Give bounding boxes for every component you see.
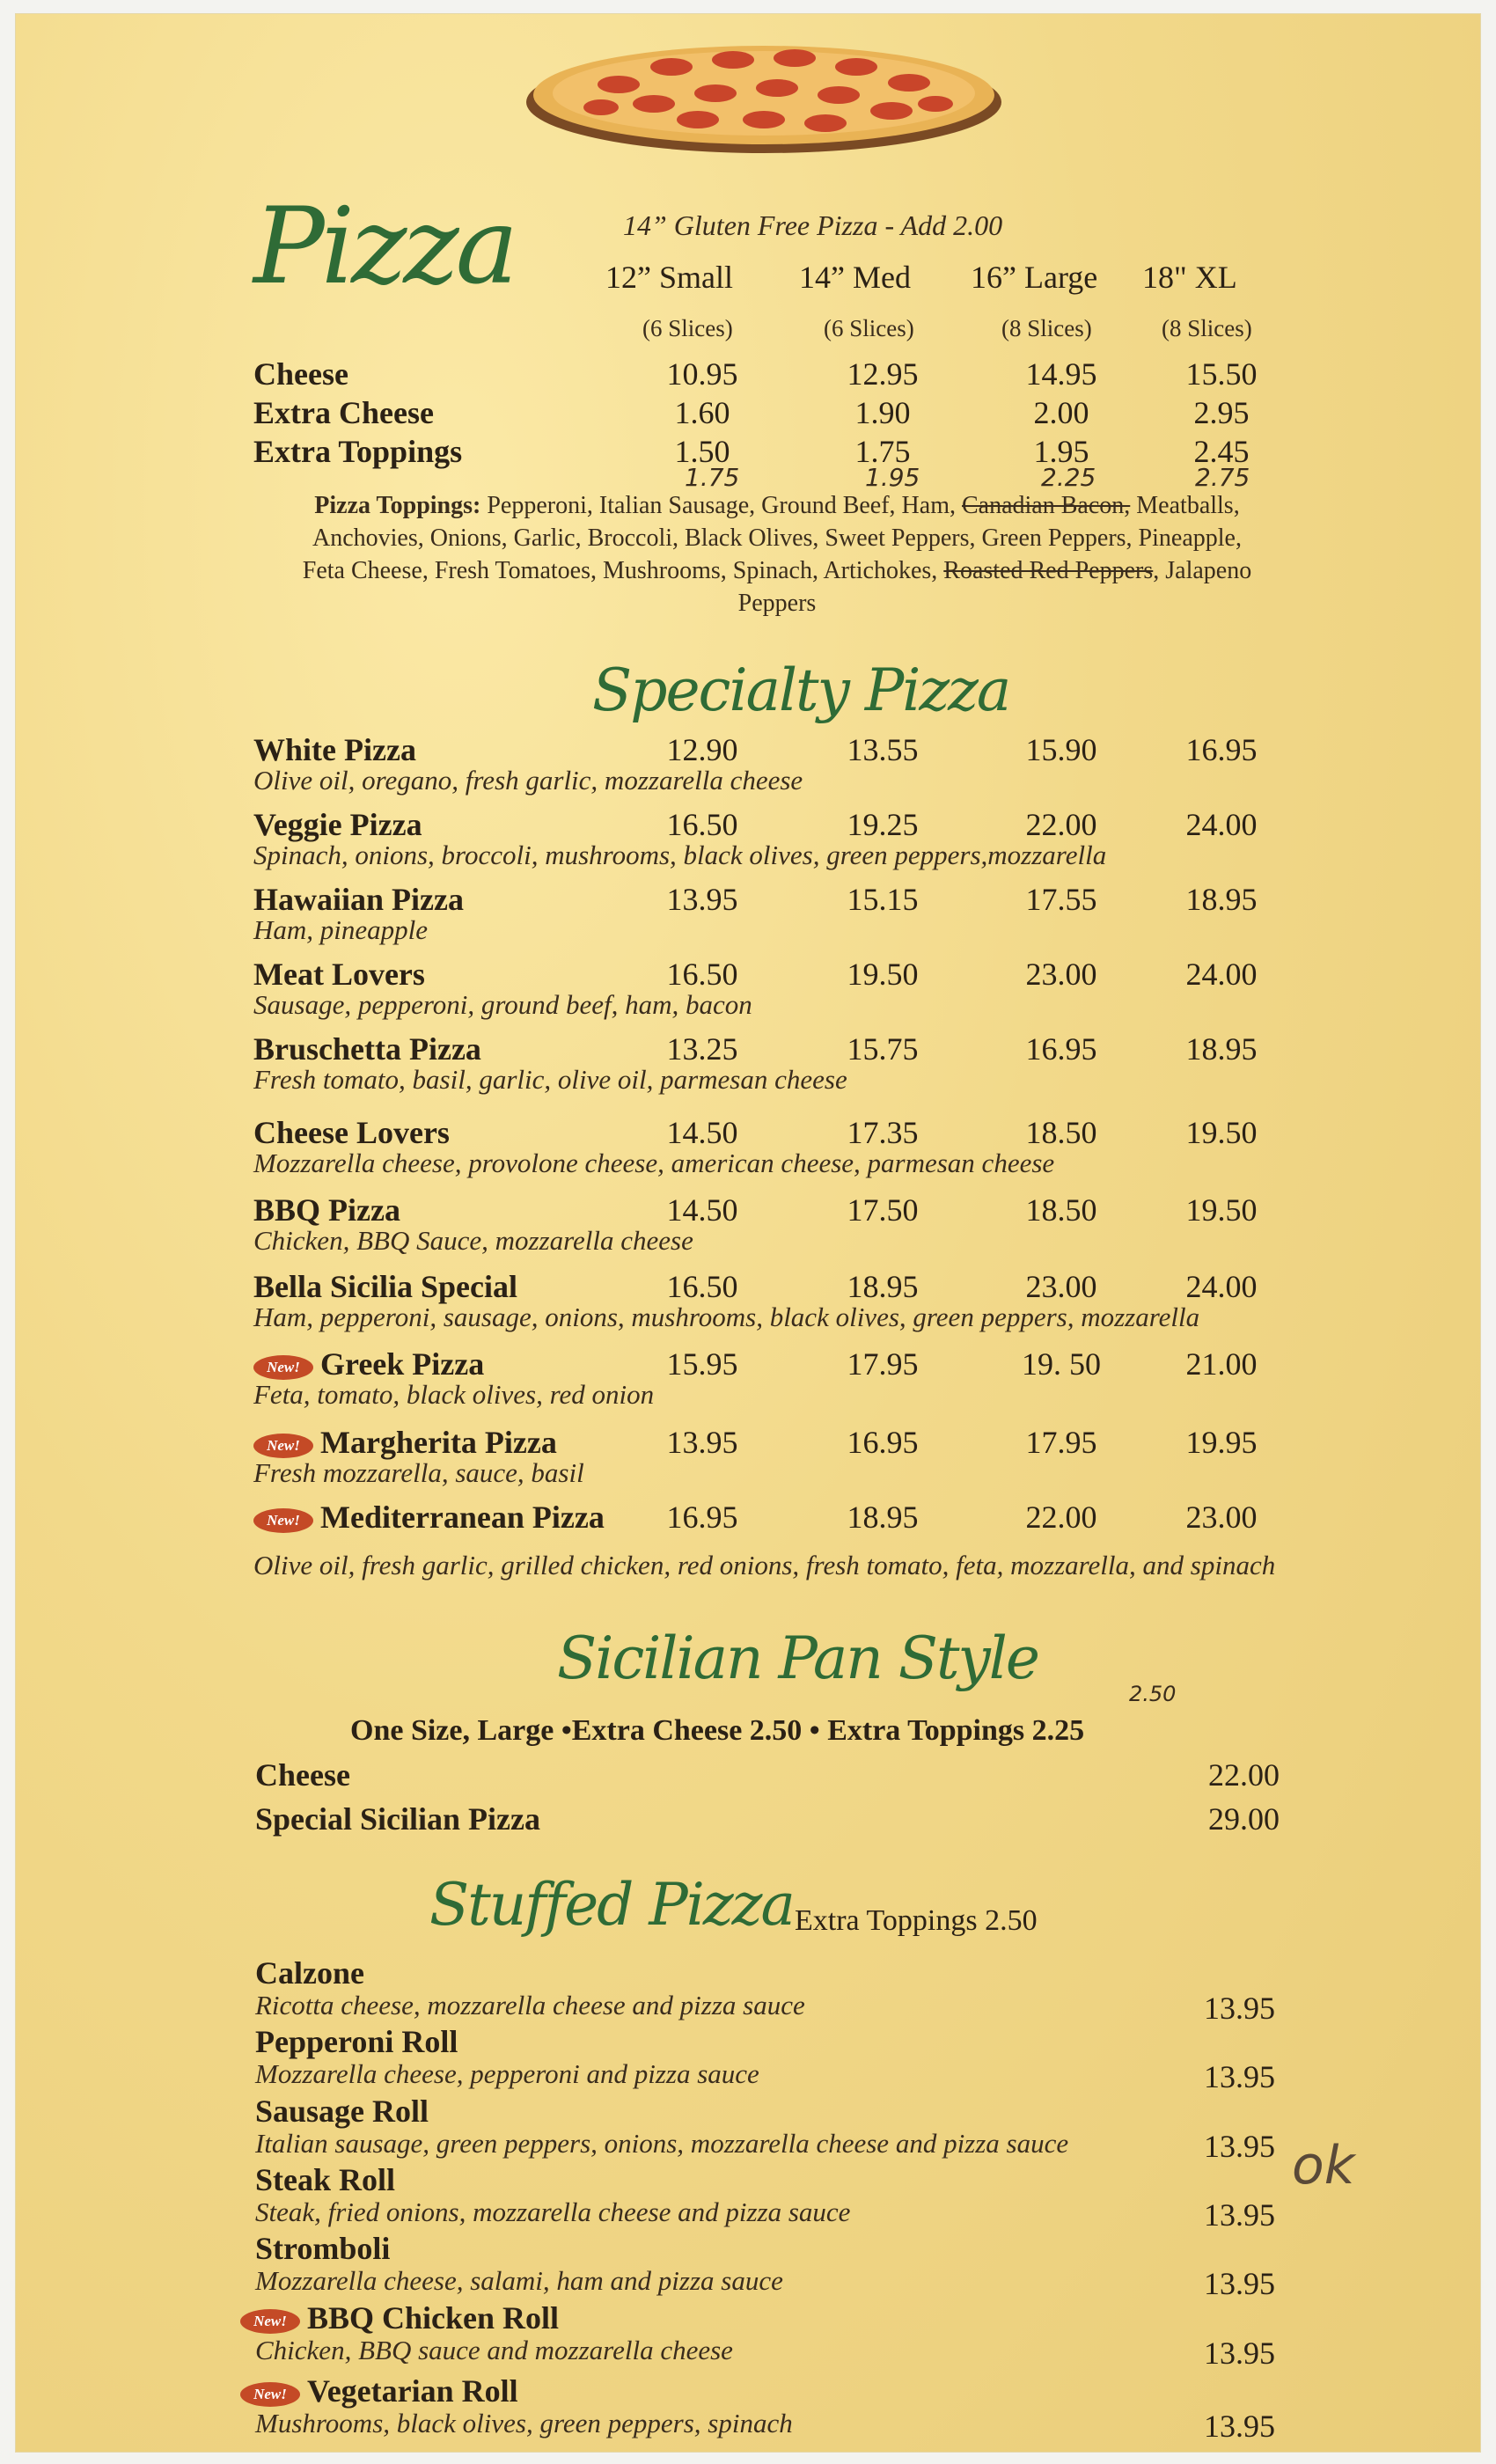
specialty-item-price: 24.00 [1185,1269,1258,1304]
specialty-section-title: Specialty Pizza [592,656,1010,724]
new-badge: New! [240,2382,300,2407]
specialty-item-price: 15.15 [847,882,919,917]
sicilian-item-price: 22.00 [1208,1757,1280,1793]
specialty-item-label: Bella Sicilia Special [253,1269,518,1304]
size-header-xl: 18" XL [1142,260,1237,295]
specialty-item-price: 18.50 [1025,1115,1097,1150]
specialty-item-price: 24.00 [1185,957,1258,992]
specialty-item-price: 19.25 [847,807,919,842]
stuffed-item-name [255,1954,364,1991]
specialty-item-desc: Ham, pineapple [253,914,429,945]
stuffed-item-name [240,2372,518,2409]
slices-med: (6 Slices) [824,315,914,341]
specialty-item-price: 12.90 [666,732,738,767]
specialty-item-price: 18.95 [847,1269,919,1304]
stuffed-item-desc: Italian sausage, green peppers, onions, mozzarella cheese and pizza sauce [255,2128,1069,2159]
gluten-free-note: 14” Gluten Free Pizza - Add 2.00 [623,209,1003,241]
stuffed-item-label: Steak Roll [255,2162,396,2197]
price-extra-cheese-med: 1.90 [854,395,911,430]
specialty-item-price: 18.50 [1025,1192,1097,1228]
stuffed-item-label: Pepperoni Roll [255,2024,458,2059]
specialty-item-price: 16.95 [1185,732,1258,767]
pizza-illustration [522,32,1006,155]
new-badge: New! [253,1355,313,1380]
specialty-item-label: Greek Pizza [320,1346,485,1382]
specialty-item-name [253,731,416,768]
sicilian-subtitle: One Size, Large •Extra Cheese 2.50 • Extra Toppings 2.25 [350,1714,1085,1747]
stuffed-item-desc: Ricotta cheese, mozzarella cheese and pizza sauce [255,1990,805,2020]
toppings-text-3: , Jalapeno Peppers [737,557,1252,617]
specialty-item-name [253,1030,481,1067]
specialty-item-price: 15.90 [1025,732,1097,767]
specialty-item-label: White Pizza [253,732,416,767]
specialty-item-price: 16.50 [666,807,738,842]
stuffed-item-label: BBQ Chicken Roll [307,2300,560,2336]
specialty-item-price: 17.95 [847,1346,919,1382]
stuffed-item-label: Stromboli [255,2231,391,2266]
price-cheese-small: 10.95 [666,356,738,392]
specialty-item-desc: Ham, pepperoni, sausage, onions, mushrooms, black olives, green peppers, mozzarella [253,1302,1200,1332]
stuffed-item-price: 13.95 [1204,1991,1275,2026]
specialty-item-price: 16.95 [1025,1031,1097,1067]
price-extra-toppings-large: 1.95 [1033,434,1089,469]
size-header-med: 14” Med [799,260,911,295]
specialty-item-label: Bruschetta Pizza [253,1031,481,1067]
specialty-item-price: 16.50 [666,1269,738,1304]
price-extra-cheese-xl: 2.95 [1193,395,1250,430]
specialty-item-price: 14.50 [666,1115,738,1150]
stuffed-item-desc: Mozzarella cheese, pepperoni and pizza sauce [255,2058,759,2089]
specialty-item-price: 22.00 [1025,807,1097,842]
specialty-item-price: 23.00 [1025,957,1097,992]
specialty-item-price: 17.95 [1025,1425,1097,1460]
price-cheese-xl: 15.50 [1185,356,1258,392]
stuffed-item-price: 13.95 [1204,2409,1275,2444]
specialty-item-label: Cheese Lovers [253,1115,450,1150]
specialty-item-desc: Olive oil, oregano, fresh garlic, mozzarella cheese [253,765,803,796]
stuffed-item-label: Calzone [255,1955,364,1991]
new-badge: New! [253,1434,313,1458]
stuffed-item-desc: Steak, fried onions, mozzarella cheese and pizza sauce [255,2196,851,2227]
menu-page [16,14,1480,2452]
specialty-item-name [253,956,425,993]
specialty-item-price: 19.50 [1185,1115,1258,1150]
row-extra-cheese-label: Extra Cheese [253,395,434,430]
stuffed-item-price: 13.95 [1204,2129,1275,2164]
specialty-item-price: 16.95 [666,1500,738,1535]
stuffed-item-desc: Chicken, BBQ sauce and mozzarella cheese [255,2335,733,2365]
stuffed-item-name [255,2023,458,2060]
specialty-item-price: 18.95 [847,1500,919,1535]
specialty-item-label: Mediterranean Pizza [320,1500,605,1535]
price-cheese-med: 12.95 [847,356,919,392]
specialty-item-desc: Fresh tomato, basil, garlic, olive oil, parmesan cheese [253,1064,847,1095]
specialty-item-price: 19.50 [847,957,919,992]
new-badge: New! [253,1508,313,1533]
specialty-item-desc: Olive oil, fresh garlic, grilled chicken, red onions, fresh tomato, feta, mozzarella, and spinach [253,1550,1276,1580]
specialty-item-desc: Fresh mozzarella, sauce, basil [253,1457,584,1488]
specialty-item-desc: Sausage, pepperoni, ground beef, ham, bacon [253,989,752,1020]
specialty-item-price: 18.95 [1185,882,1258,917]
specialty-item-price: 19. 50 [1022,1346,1101,1382]
sicilian-item-name: Special Sicilian Pizza [255,1801,540,1837]
stuffed-item-name [255,2230,390,2267]
specialty-item-desc: Feta, tomato, black olives, red onion [253,1379,655,1410]
price-extra-cheese-small: 1.60 [674,395,730,430]
specialty-item-price: 17.55 [1025,882,1097,917]
slices-xl: (8 Slices) [1162,315,1252,341]
stuffed-item-desc: Mushrooms, black olives, green peppers, spinach [255,2408,793,2438]
specialty-item-price: 15.95 [666,1346,738,1382]
stuffed-item-name [240,2299,559,2336]
stuffed-item-name [255,2161,395,2198]
toppings-list [297,489,1257,620]
stuffed-item-price: 13.95 [1204,2197,1275,2233]
size-header-large: 16” Large [971,260,1098,295]
stuffed-item-name [255,2093,429,2130]
specialty-item-label: Margherita Pizza [320,1425,557,1460]
specialty-item-desc: Chicken, BBQ Sauce, mozzarella cheese [253,1225,693,1256]
specialty-item-price: 19.50 [1185,1192,1258,1228]
specialty-item-price: 23.00 [1025,1269,1097,1304]
specialty-item-price: 13.95 [666,882,738,917]
sicilian-item-name: Cheese [255,1757,350,1793]
handwritten-topping-small: 1.75 [685,463,740,492]
specialty-item-name [253,1424,557,1461]
slices-large: (8 Slices) [1001,315,1092,341]
specialty-item-desc: Spinach, onions, broccoli, mushrooms, black olives, green peppers,mozzarella [253,840,1107,870]
price-extra-toppings-xl: 2.45 [1193,434,1250,469]
specialty-item-price: 16.50 [666,957,738,992]
specialty-item-name [253,806,422,843]
toppings-struck-2: Roasted Red Peppers [943,557,1154,584]
specialty-item-desc: Mozzarella cheese, provolone cheese, american cheese, parmesan cheese [253,1148,1055,1178]
handwritten-topping-large: 2.25 [1041,463,1096,492]
size-header-small: 12” Small [605,260,733,295]
specialty-item-price: 13.25 [666,1031,738,1067]
specialty-item-price: 13.55 [847,732,919,767]
stuffed-section-title: Stuffed Pizza [429,1871,794,1939]
stuffed-item-desc: Mozzarella cheese, salami, ham and pizza sauce [255,2265,783,2296]
specialty-item-price: 17.50 [847,1192,919,1228]
specialty-item-price: 17.35 [847,1115,919,1150]
stuffed-item-price: 13.95 [1204,2336,1275,2371]
specialty-item-name [253,1192,400,1228]
handwritten-topping-xl: 2.75 [1195,463,1250,492]
handwritten-ok-note: ok [1292,2135,1355,2196]
specialty-item-price: 24.00 [1185,807,1258,842]
handwritten-topping-med: 1.95 [865,463,920,492]
stuffed-item-price: 13.95 [1204,2059,1275,2094]
specialty-item-label: Veggie Pizza [253,807,422,842]
toppings-label: Pizza Toppings: [314,492,481,519]
sicilian-section-title: Sicilian Pan Style [557,1624,1038,1692]
price-cheese-large: 14.95 [1025,356,1097,392]
toppings-struck-1: Canadian Bacon, [962,492,1131,519]
specialty-item-price: 23.00 [1185,1500,1258,1535]
slices-small: (6 Slices) [642,315,733,341]
stuffed-item-label: Vegetarian Roll [307,2373,518,2409]
specialty-item-name [253,1114,450,1151]
specialty-item-name [253,1346,484,1382]
sicilian-handwritten-topping: 2.50 [1129,1682,1177,1706]
specialty-item-label: Meat Lovers [253,957,425,992]
specialty-item-name [253,1268,517,1305]
specialty-item-price: 13.95 [666,1425,738,1460]
stuffed-extra-toppings: Extra Toppings 2.50 [795,1904,1038,1937]
toppings-text-1: Pepperoni, Italian Sausage, Ground Beef, Ham, [480,492,962,519]
specialty-item-name [253,1499,605,1536]
specialty-item-price: 14.50 [666,1192,738,1228]
specialty-item-name [253,881,464,918]
price-extra-toppings-med: 1.75 [854,434,911,469]
specialty-item-price: 22.00 [1025,1500,1097,1535]
stuffed-item-label: Sausage Roll [255,2094,429,2129]
row-cheese-label: Cheese [253,356,348,392]
specialty-item-price: 15.75 [847,1031,919,1067]
sicilian-item-price: 29.00 [1208,1801,1280,1837]
specialty-item-label: Hawaiian Pizza [253,882,464,917]
row-extra-toppings-label: Extra Toppings [253,434,463,469]
specialty-item-price: 19.95 [1185,1425,1258,1460]
stuffed-item-price: 13.95 [1204,2266,1275,2301]
pizza-section-title: Pizza [253,186,516,308]
price-extra-cheese-large: 2.00 [1033,395,1089,430]
specialty-item-label: BBQ Pizza [253,1192,400,1228]
specialty-item-price: 18.95 [1185,1031,1258,1067]
toppings-text-2: Meatballs, Anchovies, Onions, Garlic, Broccoli, Black Olives, Sweet Peppers, Green Peppers, Pineapple, Feta Cheese, Fresh Tomatoes, Mushrooms, Spinach, Artichokes, [302,492,1242,584]
price-extra-toppings-small: 1.50 [674,434,730,469]
specialty-item-price: 21.00 [1185,1346,1258,1382]
specialty-item-price: 16.95 [847,1425,919,1460]
new-badge: New! [240,2309,300,2334]
